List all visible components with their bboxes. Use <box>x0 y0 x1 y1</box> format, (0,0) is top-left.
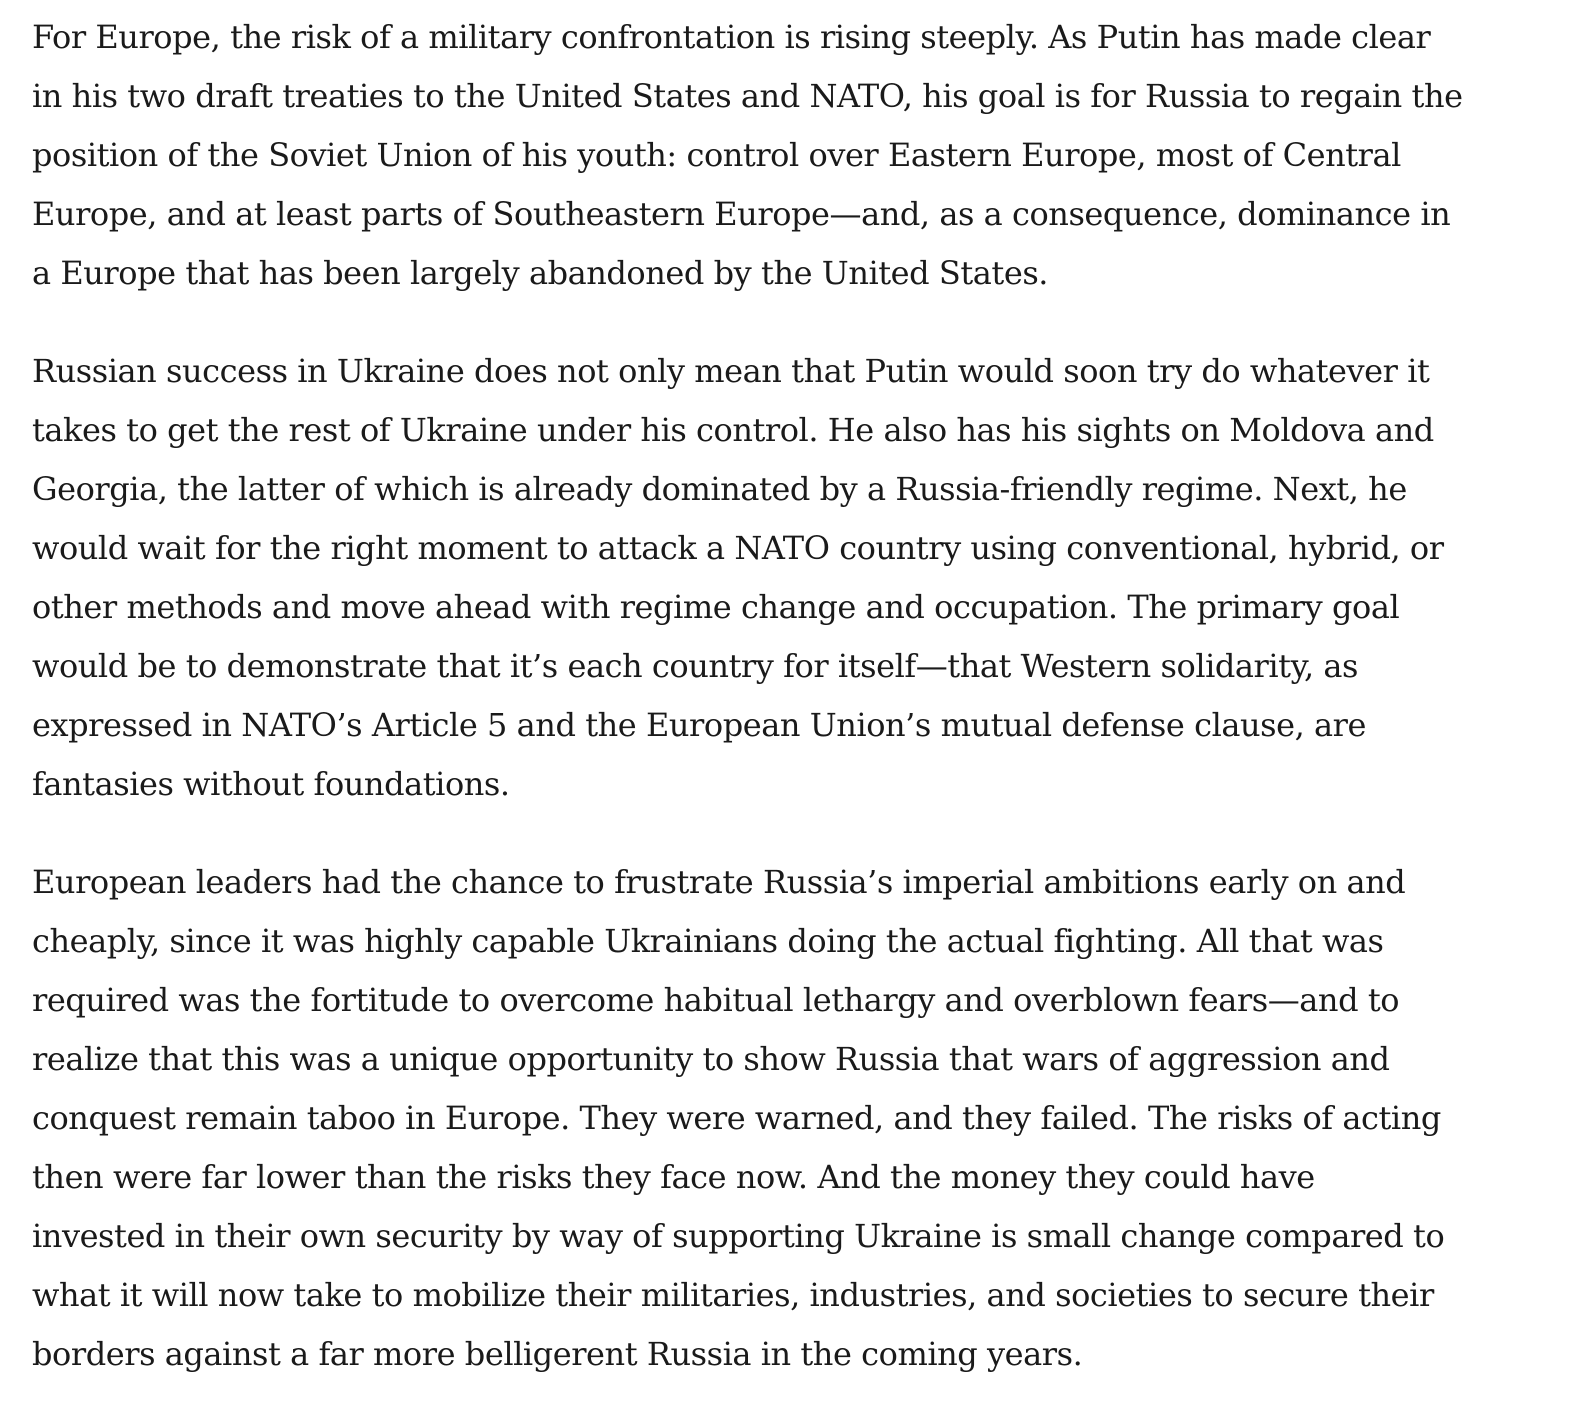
text-line: Russian success in Ukraine does not only mean that Putin would soon try do whatever it <box>32 352 1430 390</box>
text-line: conquest remain taboo in Europe. They were warned, and they failed. The risks of acting <box>32 1099 1441 1137</box>
paragraph <box>32 8 1522 303</box>
text-line: expressed in NATO’s Article 5 and the European Union’s mutual defense clause, are <box>32 706 1367 744</box>
text-line: European leaders had the chance to frustrate Russia’s imperial ambitions early on and <box>32 863 1406 901</box>
text-line: borders against a far more belligerent Russia in the coming years. <box>32 1335 1083 1373</box>
text-line: a Europe that has been largely abandoned by the United States. <box>32 254 1049 292</box>
text-line: invested in their own security by way of supporting Ukraine is small change compared to <box>32 1217 1445 1255</box>
text-line: takes to get the rest of Ukraine under his control. He also has his sights on Moldova and <box>32 411 1434 449</box>
text-line: then were far lower than the risks they face now. And the money they could have <box>32 1158 1315 1196</box>
text-line: fantasies without foundations. <box>32 765 510 803</box>
text-line: would be to demonstrate that it’s each country for itself—that Western solidarity, as <box>32 647 1359 685</box>
paragraph <box>32 342 1522 814</box>
text-line: required was the fortitude to overcome habitual lethargy and overblown fears—and to <box>32 981 1400 1019</box>
text-line: Georgia, the latter of which is already dominated by a Russia-friendly regime. Next, he <box>32 470 1407 508</box>
text-line: realize that this was a unique opportunity to show Russia that wars of aggression and <box>32 1040 1390 1078</box>
text-line: position of the Soviet Union of his youth: control over Eastern Europe, most of Central <box>32 136 1401 174</box>
text-line: For Europe, the risk of a military confrontation is rising steeply. As Putin has made clear <box>32 18 1431 56</box>
text-line: would wait for the right moment to attack a NATO country using conventional, hybrid, or <box>32 529 1444 567</box>
text-line: what it will now take to mobilize their militaries, industries, and societies to secure their <box>32 1276 1434 1314</box>
text-line: cheaply, since it was highly capable Ukrainians doing the actual fighting. All that was <box>32 922 1384 960</box>
text-line: in his two draft treaties to the United States and NATO, his goal is for Russia to regain the <box>32 77 1463 115</box>
paragraph <box>32 853 1522 1384</box>
text-line: other methods and move ahead with regime change and occupation. The primary goal <box>32 588 1400 626</box>
article-body <box>32 8 1522 1423</box>
text-line: Europe, and at least parts of Southeastern Europe—and, as a consequence, dominance in <box>32 195 1451 233</box>
